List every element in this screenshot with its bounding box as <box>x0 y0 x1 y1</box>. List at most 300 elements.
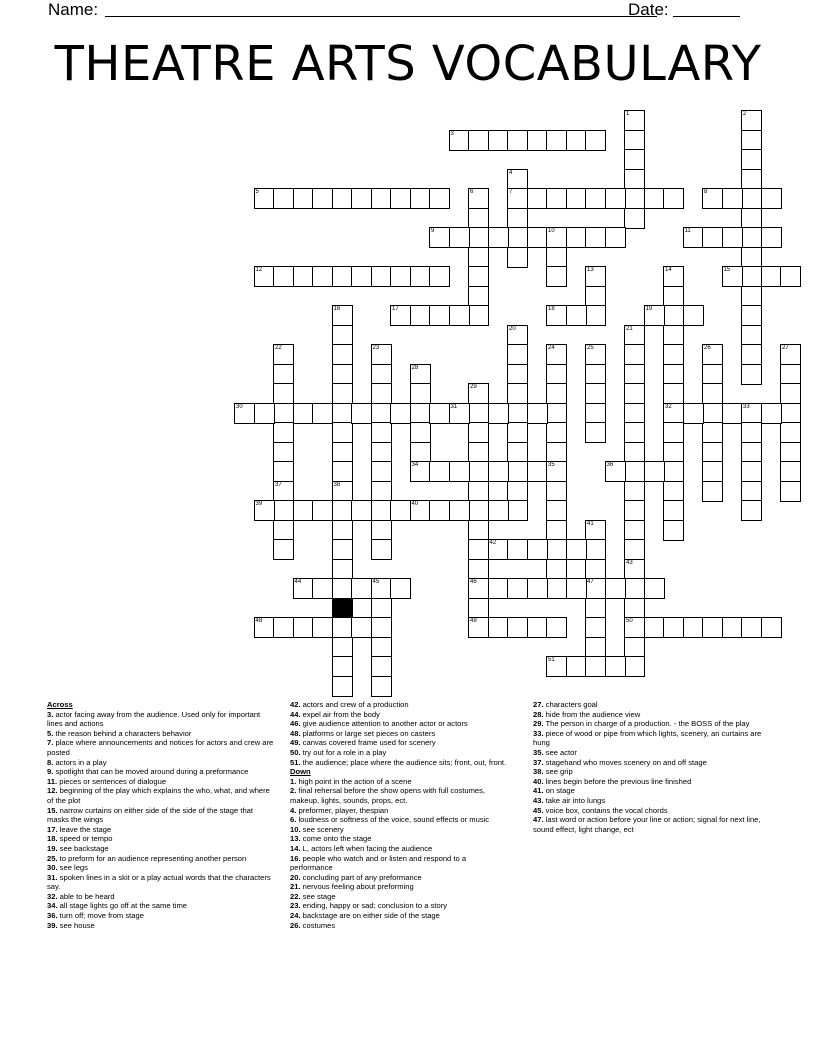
grid-cell[interactable] <box>468 305 489 326</box>
grid-cell[interactable] <box>663 422 684 443</box>
grid-cell[interactable] <box>449 500 470 521</box>
grid-cell[interactable] <box>702 403 723 424</box>
grid-cell[interactable] <box>780 481 801 502</box>
grid-cell[interactable] <box>702 481 723 502</box>
grid-cell[interactable] <box>449 130 470 151</box>
grid-cell[interactable] <box>527 130 548 151</box>
grid-cell[interactable] <box>663 344 684 365</box>
grid-cell[interactable] <box>293 578 314 599</box>
grid-cell[interactable] <box>527 578 548 599</box>
grid-cell[interactable] <box>371 520 392 541</box>
grid-cell[interactable] <box>390 188 411 209</box>
grid-cell[interactable] <box>702 188 723 209</box>
grid-cell[interactable] <box>585 188 606 209</box>
grid-cell[interactable] <box>507 422 528 443</box>
grid-cell[interactable] <box>546 656 567 677</box>
grid-cell[interactable] <box>624 208 645 229</box>
grid-cell[interactable] <box>663 286 684 307</box>
grid-cell[interactable] <box>546 130 567 151</box>
grid-cell[interactable] <box>585 305 606 326</box>
grid-cell[interactable] <box>741 422 762 443</box>
grid-cell[interactable] <box>254 500 275 521</box>
grid-cell[interactable] <box>312 266 333 287</box>
grid-cell[interactable] <box>449 227 470 248</box>
grid-cell[interactable] <box>663 188 684 209</box>
grid-cell[interactable] <box>371 676 392 697</box>
grid-cell[interactable] <box>683 227 704 248</box>
grid-cell[interactable] <box>507 364 528 385</box>
grid-cell[interactable] <box>507 617 528 638</box>
grid-cell[interactable] <box>624 500 645 521</box>
grid-cell[interactable] <box>371 364 392 385</box>
grid-cell[interactable] <box>332 481 353 502</box>
grid-cell[interactable] <box>663 481 684 502</box>
grid-cell[interactable] <box>332 520 353 541</box>
grid-cell[interactable] <box>663 266 684 287</box>
grid-cell[interactable] <box>371 578 392 599</box>
grid-cell[interactable] <box>624 461 645 482</box>
grid-cell[interactable] <box>488 130 509 151</box>
grid-cell[interactable] <box>585 559 606 580</box>
grid-cell[interactable] <box>624 344 645 365</box>
grid-cell[interactable] <box>429 188 450 209</box>
grid-cell[interactable] <box>468 598 489 619</box>
grid-cell[interactable] <box>273 383 294 404</box>
grid-cell[interactable] <box>780 364 801 385</box>
grid-cell[interactable] <box>585 539 606 560</box>
grid-cell[interactable] <box>351 500 372 521</box>
grid-cell[interactable] <box>371 461 392 482</box>
grid-cell[interactable] <box>644 461 665 482</box>
grid-cell[interactable] <box>624 422 645 443</box>
grid-cell[interactable] <box>332 617 353 638</box>
grid-cell[interactable] <box>332 383 353 404</box>
grid-cell[interactable] <box>449 305 470 326</box>
grid-cell[interactable] <box>741 130 762 151</box>
grid-cell[interactable] <box>527 539 548 560</box>
grid-cell[interactable] <box>332 656 353 677</box>
grid-cell[interactable] <box>312 188 333 209</box>
grid-cell[interactable] <box>663 364 684 385</box>
grid-cell[interactable] <box>351 266 372 287</box>
grid-cell[interactable] <box>488 500 509 521</box>
grid-cell[interactable] <box>468 481 489 502</box>
grid-cell[interactable] <box>546 500 567 521</box>
grid-cell[interactable] <box>234 403 255 424</box>
grid-cell[interactable] <box>507 461 528 482</box>
grid-cell[interactable] <box>644 305 665 326</box>
grid-cell[interactable] <box>761 227 782 248</box>
grid-cell[interactable] <box>273 364 294 385</box>
grid-cell[interactable] <box>585 286 606 307</box>
grid-cell[interactable] <box>546 578 567 599</box>
grid-cell[interactable] <box>546 383 567 404</box>
grid-cell[interactable] <box>585 617 606 638</box>
grid-cell[interactable] <box>254 617 275 638</box>
grid-cell[interactable] <box>410 364 431 385</box>
grid-cell[interactable] <box>546 461 567 482</box>
grid-cell[interactable] <box>332 578 353 599</box>
grid-cell[interactable] <box>273 500 294 521</box>
grid-cell[interactable] <box>429 403 450 424</box>
grid-cell[interactable] <box>507 383 528 404</box>
grid-cell[interactable] <box>624 188 645 209</box>
grid-cell[interactable] <box>605 578 626 599</box>
grid-cell[interactable] <box>390 266 411 287</box>
grid-cell[interactable] <box>332 325 353 346</box>
grid-cell[interactable] <box>507 188 528 209</box>
grid-cell[interactable] <box>254 403 275 424</box>
grid-cell[interactable] <box>741 208 762 229</box>
grid-cell[interactable] <box>371 500 392 521</box>
grid-cell[interactable] <box>585 383 606 404</box>
grid-cell[interactable] <box>468 130 489 151</box>
grid-cell[interactable] <box>605 188 626 209</box>
grid-cell[interactable] <box>741 188 762 209</box>
grid-cell[interactable] <box>624 149 645 170</box>
grid-cell[interactable] <box>702 383 723 404</box>
grid-cell[interactable] <box>332 422 353 443</box>
grid-cell[interactable] <box>624 110 645 131</box>
grid-cell[interactable] <box>741 305 762 326</box>
grid-cell[interactable] <box>644 578 665 599</box>
grid-cell[interactable] <box>371 442 392 463</box>
grid-cell[interactable] <box>585 227 606 248</box>
grid-cell[interactable] <box>780 383 801 404</box>
grid-cell[interactable] <box>468 247 489 268</box>
grid-cell[interactable] <box>624 539 645 560</box>
grid-cell[interactable] <box>644 617 665 638</box>
grid-cell[interactable] <box>741 344 762 365</box>
grid-cell[interactable] <box>468 442 489 463</box>
grid-cell[interactable] <box>488 403 509 424</box>
grid-cell[interactable] <box>741 247 762 268</box>
grid-cell[interactable] <box>273 266 294 287</box>
grid-cell[interactable] <box>468 422 489 443</box>
grid-cell[interactable] <box>624 520 645 541</box>
grid-cell[interactable] <box>351 403 372 424</box>
grid-cell[interactable] <box>663 325 684 346</box>
grid-cell[interactable] <box>741 403 762 424</box>
grid-cell[interactable] <box>585 520 606 541</box>
grid-cell[interactable] <box>741 325 762 346</box>
grid-cell[interactable] <box>468 461 489 482</box>
grid-cell[interactable] <box>546 364 567 385</box>
grid-cell[interactable] <box>410 500 431 521</box>
grid-cell[interactable] <box>468 208 489 229</box>
grid-cell[interactable] <box>332 364 353 385</box>
grid-cell[interactable] <box>722 227 743 248</box>
grid-cell[interactable] <box>527 227 548 248</box>
grid-cell[interactable] <box>410 403 431 424</box>
grid-cell[interactable] <box>332 266 353 287</box>
grid-cell[interactable] <box>273 188 294 209</box>
grid-cell[interactable] <box>585 344 606 365</box>
grid-cell[interactable] <box>624 325 645 346</box>
grid-cell[interactable] <box>293 403 314 424</box>
grid-cell[interactable] <box>722 266 743 287</box>
grid-cell[interactable] <box>624 364 645 385</box>
grid-cell[interactable] <box>702 364 723 385</box>
grid-cell[interactable] <box>468 188 489 209</box>
grid-cell[interactable] <box>351 617 372 638</box>
grid-cell[interactable] <box>741 266 762 287</box>
grid-cell[interactable] <box>780 442 801 463</box>
grid-cell[interactable] <box>371 266 392 287</box>
grid-cell[interactable] <box>780 422 801 443</box>
grid-cell[interactable] <box>780 461 801 482</box>
grid-cell[interactable] <box>566 578 587 599</box>
grid-cell[interactable] <box>507 442 528 463</box>
grid-cell[interactable] <box>702 344 723 365</box>
grid-cell[interactable] <box>722 403 743 424</box>
grid-cell[interactable] <box>546 188 567 209</box>
grid-cell[interactable] <box>332 539 353 560</box>
grid-cell[interactable] <box>527 403 548 424</box>
grid-cell[interactable] <box>468 520 489 541</box>
grid-cell[interactable] <box>273 617 294 638</box>
grid-cell[interactable] <box>624 617 645 638</box>
grid-cell[interactable] <box>332 344 353 365</box>
grid-cell[interactable] <box>585 266 606 287</box>
grid-cell[interactable] <box>468 403 489 424</box>
grid-cell[interactable] <box>468 539 489 560</box>
grid-cell[interactable] <box>741 442 762 463</box>
grid-cell[interactable] <box>585 578 606 599</box>
grid-cell[interactable] <box>722 188 743 209</box>
grid-cell[interactable] <box>507 208 528 229</box>
grid-cell[interactable] <box>507 403 528 424</box>
grid-cell[interactable] <box>546 539 567 560</box>
grid-cell[interactable] <box>546 305 567 326</box>
grid-cell[interactable] <box>624 578 645 599</box>
grid-cell[interactable] <box>371 422 392 443</box>
grid-cell[interactable] <box>488 578 509 599</box>
grid-cell[interactable] <box>273 520 294 541</box>
grid-cell[interactable] <box>371 188 392 209</box>
grid-cell[interactable] <box>371 383 392 404</box>
grid-cell[interactable] <box>546 344 567 365</box>
grid-cell[interactable] <box>546 617 567 638</box>
grid-cell[interactable] <box>273 461 294 482</box>
grid-cell[interactable] <box>390 578 411 599</box>
grid-cell[interactable] <box>468 617 489 638</box>
grid-cell[interactable] <box>429 305 450 326</box>
grid-cell[interactable] <box>780 403 801 424</box>
grid-cell[interactable] <box>780 344 801 365</box>
grid-cell[interactable] <box>332 461 353 482</box>
grid-cell[interactable] <box>780 266 801 287</box>
grid-cell[interactable] <box>371 656 392 677</box>
grid-cell[interactable] <box>293 188 314 209</box>
grid-cell[interactable] <box>410 422 431 443</box>
grid-cell[interactable] <box>585 422 606 443</box>
grid-cell[interactable] <box>449 461 470 482</box>
grid-cell[interactable] <box>371 481 392 502</box>
grid-cell[interactable] <box>390 305 411 326</box>
grid-cell[interactable] <box>507 325 528 346</box>
grid-cell[interactable] <box>410 461 431 482</box>
grid-cell[interactable] <box>741 461 762 482</box>
grid-cell[interactable] <box>624 481 645 502</box>
grid-cell[interactable] <box>488 617 509 638</box>
grid-cell[interactable] <box>273 422 294 443</box>
grid-cell[interactable] <box>624 169 645 190</box>
grid-cell[interactable] <box>507 344 528 365</box>
grid-cell[interactable] <box>273 403 294 424</box>
grid-cell[interactable] <box>507 169 528 190</box>
grid-cell[interactable] <box>663 520 684 541</box>
grid-cell[interactable] <box>429 266 450 287</box>
grid-cell[interactable] <box>351 188 372 209</box>
grid-cell[interactable] <box>273 442 294 463</box>
grid-cell[interactable] <box>566 227 587 248</box>
grid-cell[interactable] <box>546 227 567 248</box>
grid-cell[interactable] <box>371 344 392 365</box>
grid-cell[interactable] <box>371 598 392 619</box>
grid-cell[interactable] <box>741 364 762 385</box>
grid-cell[interactable] <box>273 539 294 560</box>
grid-cell[interactable] <box>273 344 294 365</box>
grid-cell[interactable] <box>624 403 645 424</box>
grid-cell[interactable] <box>546 559 567 580</box>
grid-cell[interactable] <box>663 617 684 638</box>
grid-cell[interactable] <box>624 637 645 658</box>
grid-cell[interactable] <box>761 617 782 638</box>
grid-cell[interactable] <box>566 188 587 209</box>
grid-cell[interactable] <box>546 520 567 541</box>
grid-cell[interactable] <box>507 481 528 502</box>
grid-cell[interactable] <box>702 461 723 482</box>
grid-cell[interactable] <box>468 383 489 404</box>
grid-cell[interactable] <box>371 637 392 658</box>
grid-cell[interactable] <box>624 598 645 619</box>
grid-cell[interactable] <box>390 403 411 424</box>
grid-cell[interactable] <box>390 500 411 521</box>
grid-cell[interactable] <box>585 364 606 385</box>
grid-cell[interactable] <box>605 656 626 677</box>
grid-cell[interactable] <box>702 422 723 443</box>
grid-cell[interactable] <box>273 481 294 502</box>
grid-cell[interactable] <box>468 559 489 580</box>
grid-cell[interactable] <box>741 169 762 190</box>
grid-cell[interactable] <box>624 656 645 677</box>
grid-cell[interactable] <box>663 305 684 326</box>
grid-cell[interactable] <box>293 617 314 638</box>
grid-cell[interactable] <box>429 227 450 248</box>
grid-cell[interactable] <box>332 637 353 658</box>
grid-cell[interactable] <box>312 500 333 521</box>
grid-cell[interactable] <box>761 403 782 424</box>
grid-cell[interactable] <box>468 500 489 521</box>
grid-cell[interactable] <box>663 403 684 424</box>
grid-cell[interactable] <box>741 149 762 170</box>
grid-cell[interactable] <box>488 227 509 248</box>
grid-cell[interactable] <box>507 539 528 560</box>
grid-cell[interactable] <box>410 383 431 404</box>
grid-cell[interactable] <box>410 442 431 463</box>
grid-cell[interactable] <box>663 500 684 521</box>
grid-cell[interactable] <box>741 286 762 307</box>
grid-cell[interactable] <box>585 403 606 424</box>
grid-cell[interactable] <box>585 656 606 677</box>
grid-cell[interactable] <box>254 266 275 287</box>
grid-cell[interactable] <box>761 266 782 287</box>
grid-cell[interactable] <box>741 110 762 131</box>
grid-cell[interactable] <box>410 305 431 326</box>
grid-cell[interactable] <box>663 383 684 404</box>
grid-cell[interactable] <box>624 559 645 580</box>
grid-cell[interactable] <box>332 188 353 209</box>
grid-cell[interactable] <box>507 130 528 151</box>
grid-cell[interactable] <box>683 305 704 326</box>
grid-cell[interactable] <box>605 461 626 482</box>
grid-cell[interactable] <box>410 188 431 209</box>
grid-cell[interactable] <box>722 617 743 638</box>
grid-cell[interactable] <box>566 656 587 677</box>
grid-cell[interactable] <box>468 286 489 307</box>
grid-cell[interactable] <box>546 442 567 463</box>
grid-cell[interactable] <box>546 403 567 424</box>
grid-cell[interactable] <box>293 266 314 287</box>
grid-cell[interactable] <box>546 266 567 287</box>
grid-cell[interactable] <box>410 266 431 287</box>
grid-cell[interactable] <box>566 130 587 151</box>
grid-cell[interactable] <box>312 403 333 424</box>
grid-cell[interactable] <box>683 403 704 424</box>
grid-cell[interactable] <box>741 617 762 638</box>
grid-cell[interactable] <box>702 227 723 248</box>
grid-cell[interactable] <box>332 403 353 424</box>
grid-cell[interactable] <box>624 130 645 151</box>
grid-cell[interactable] <box>702 617 723 638</box>
grid-cell[interactable] <box>644 188 665 209</box>
grid-cell[interactable] <box>488 539 509 560</box>
grid-cell[interactable] <box>624 442 645 463</box>
grid-cell[interactable] <box>546 422 567 443</box>
grid-cell[interactable] <box>371 617 392 638</box>
grid-cell[interactable] <box>663 442 684 463</box>
grid-cell[interactable] <box>332 442 353 463</box>
grid-cell[interactable] <box>527 617 548 638</box>
grid-cell[interactable] <box>741 227 762 248</box>
grid-cell[interactable] <box>546 247 567 268</box>
grid-cell[interactable] <box>332 305 353 326</box>
grid-cell[interactable] <box>293 500 314 521</box>
grid-cell[interactable] <box>429 500 450 521</box>
grid-cell[interactable] <box>507 247 528 268</box>
grid-cell[interactable] <box>254 188 275 209</box>
grid-cell[interactable] <box>312 617 333 638</box>
grid-cell[interactable] <box>741 500 762 521</box>
grid-cell[interactable] <box>468 227 489 248</box>
grid-cell[interactable] <box>683 617 704 638</box>
grid-cell[interactable] <box>351 578 372 599</box>
grid-cell[interactable] <box>371 403 392 424</box>
grid-cell[interactable] <box>585 130 606 151</box>
grid-cell[interactable] <box>507 578 528 599</box>
grid-cell[interactable] <box>546 481 567 502</box>
grid-cell[interactable] <box>371 539 392 560</box>
grid-cell[interactable] <box>566 539 587 560</box>
grid-cell[interactable] <box>741 481 762 502</box>
grid-cell[interactable] <box>332 559 353 580</box>
grid-cell[interactable] <box>702 442 723 463</box>
grid-cell[interactable] <box>312 578 333 599</box>
grid-cell[interactable] <box>585 637 606 658</box>
grid-cell[interactable] <box>468 266 489 287</box>
grid-cell[interactable] <box>488 461 509 482</box>
